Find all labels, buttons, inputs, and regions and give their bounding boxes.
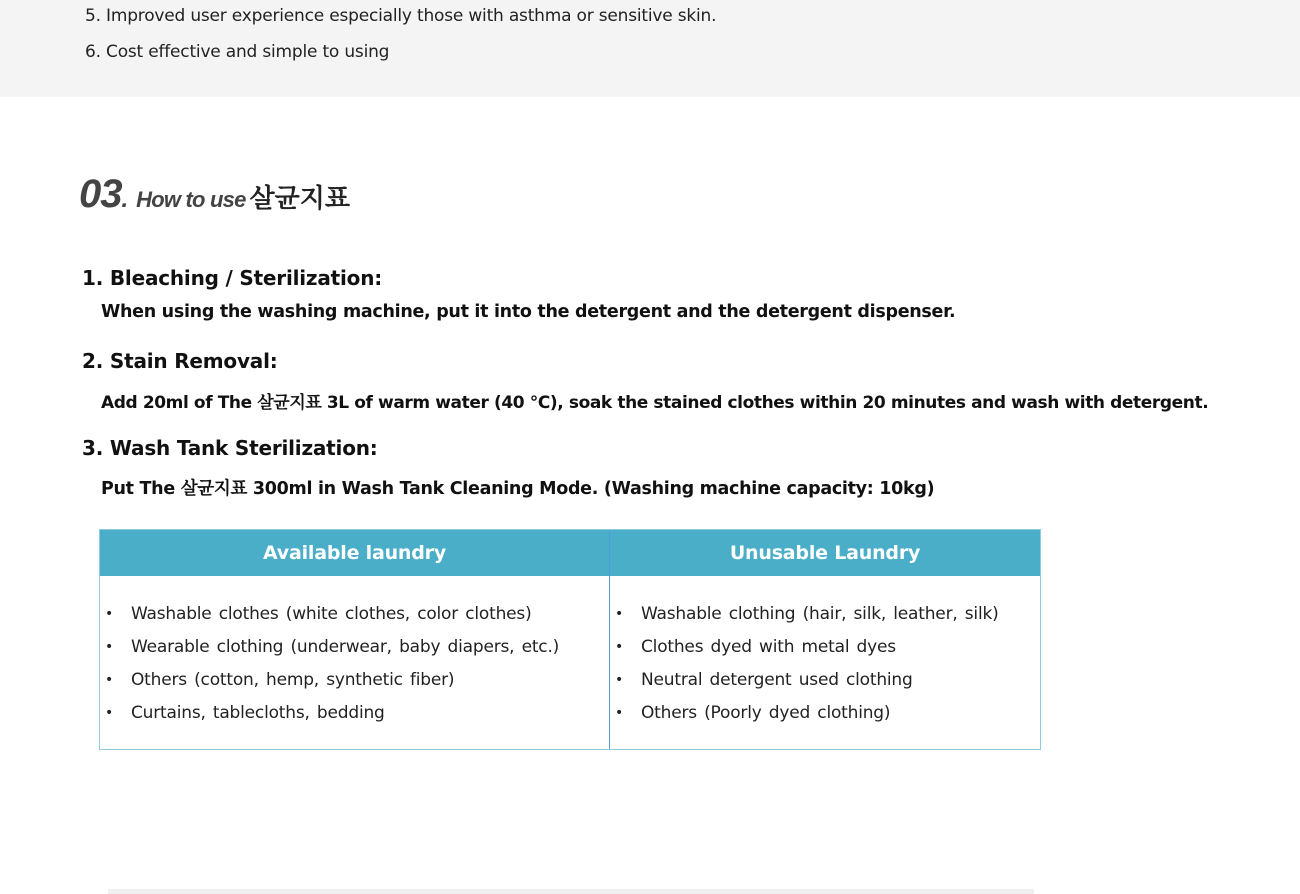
unusable-item-label: Clothes dyed with metal dyes — [641, 637, 896, 657]
unusable-item-label: Washable clothing (hair, silk, leather, silk) — [641, 604, 999, 624]
step-2-description: Add 20ml of The 살균지표 3L of warm water (40 ℃), soak the stained clothes within 20 minutes and wash with detergent. — [101, 393, 1209, 413]
step-2-title: 2. Stain Removal: — [82, 349, 278, 373]
step-3-title: 3. Wash Tank Sterilization: — [82, 436, 378, 460]
section-title: How to use — [136, 187, 246, 212]
list-item — [100, 664, 609, 697]
available-laundry-list — [100, 576, 609, 730]
bullet-icon: • — [105, 606, 114, 622]
available-item-label: Washable clothes (white clothes, color clothes) — [131, 604, 532, 624]
bullet-icon: • — [615, 672, 624, 688]
section-brand: 살균지표 — [249, 184, 350, 214]
unusable-laundry-list — [610, 576, 1040, 730]
unusable-item-label: Neutral detergent used clothing — [641, 670, 913, 690]
bullet-icon: • — [615, 639, 624, 655]
list-item — [100, 697, 609, 730]
bullet-icon: • — [105, 639, 114, 655]
divider — [108, 889, 1034, 894]
step-1-title: 1. Bleaching / Sterilization: — [82, 266, 383, 290]
section-number: 03 — [79, 172, 122, 216]
step-1-description: When using the washing machine, put it into the detergent and the detergent dispenser. — [101, 302, 956, 322]
unusable-item-label: Others (Poorly dyed clothing) — [641, 703, 891, 723]
step-3-description: Put The 살균지표 300ml in Wash Tank Cleaning Mode. (Washing machine capacity: 10kg) — [101, 479, 935, 499]
available-item-label: Wearable clothing (underwear, baby diapers, etc.) — [131, 637, 560, 657]
unusable-laundry-header: Unusable Laundry — [610, 530, 1040, 576]
laundry-table — [99, 529, 1041, 750]
bullet-icon: • — [615, 606, 624, 622]
bullet-icon: • — [105, 705, 114, 721]
benefit-item-5: 5. Improved user experience especially those with asthma or sensitive skin. — [85, 6, 717, 26]
bullet-icon: • — [105, 672, 114, 688]
bullet-icon: • — [615, 705, 624, 721]
benefits-panel — [0, 0, 1300, 97]
available-laundry-column — [100, 530, 610, 749]
list-item — [610, 697, 1040, 730]
available-item-label: Others (cotton, hemp, synthetic fiber) — [131, 670, 455, 690]
section-heading — [79, 172, 350, 217]
list-item — [610, 664, 1040, 697]
list-item — [100, 631, 609, 664]
available-laundry-header: Available laundry — [100, 530, 609, 576]
list-item — [100, 598, 609, 631]
available-item-label: Curtains, tablecloths, bedding — [131, 703, 385, 723]
benefit-item-6: 6. Cost effective and simple to using — [85, 42, 390, 62]
section-number-dot: . — [121, 186, 129, 213]
list-item — [610, 631, 1040, 664]
unusable-laundry-column — [610, 530, 1040, 749]
list-item — [610, 598, 1040, 631]
